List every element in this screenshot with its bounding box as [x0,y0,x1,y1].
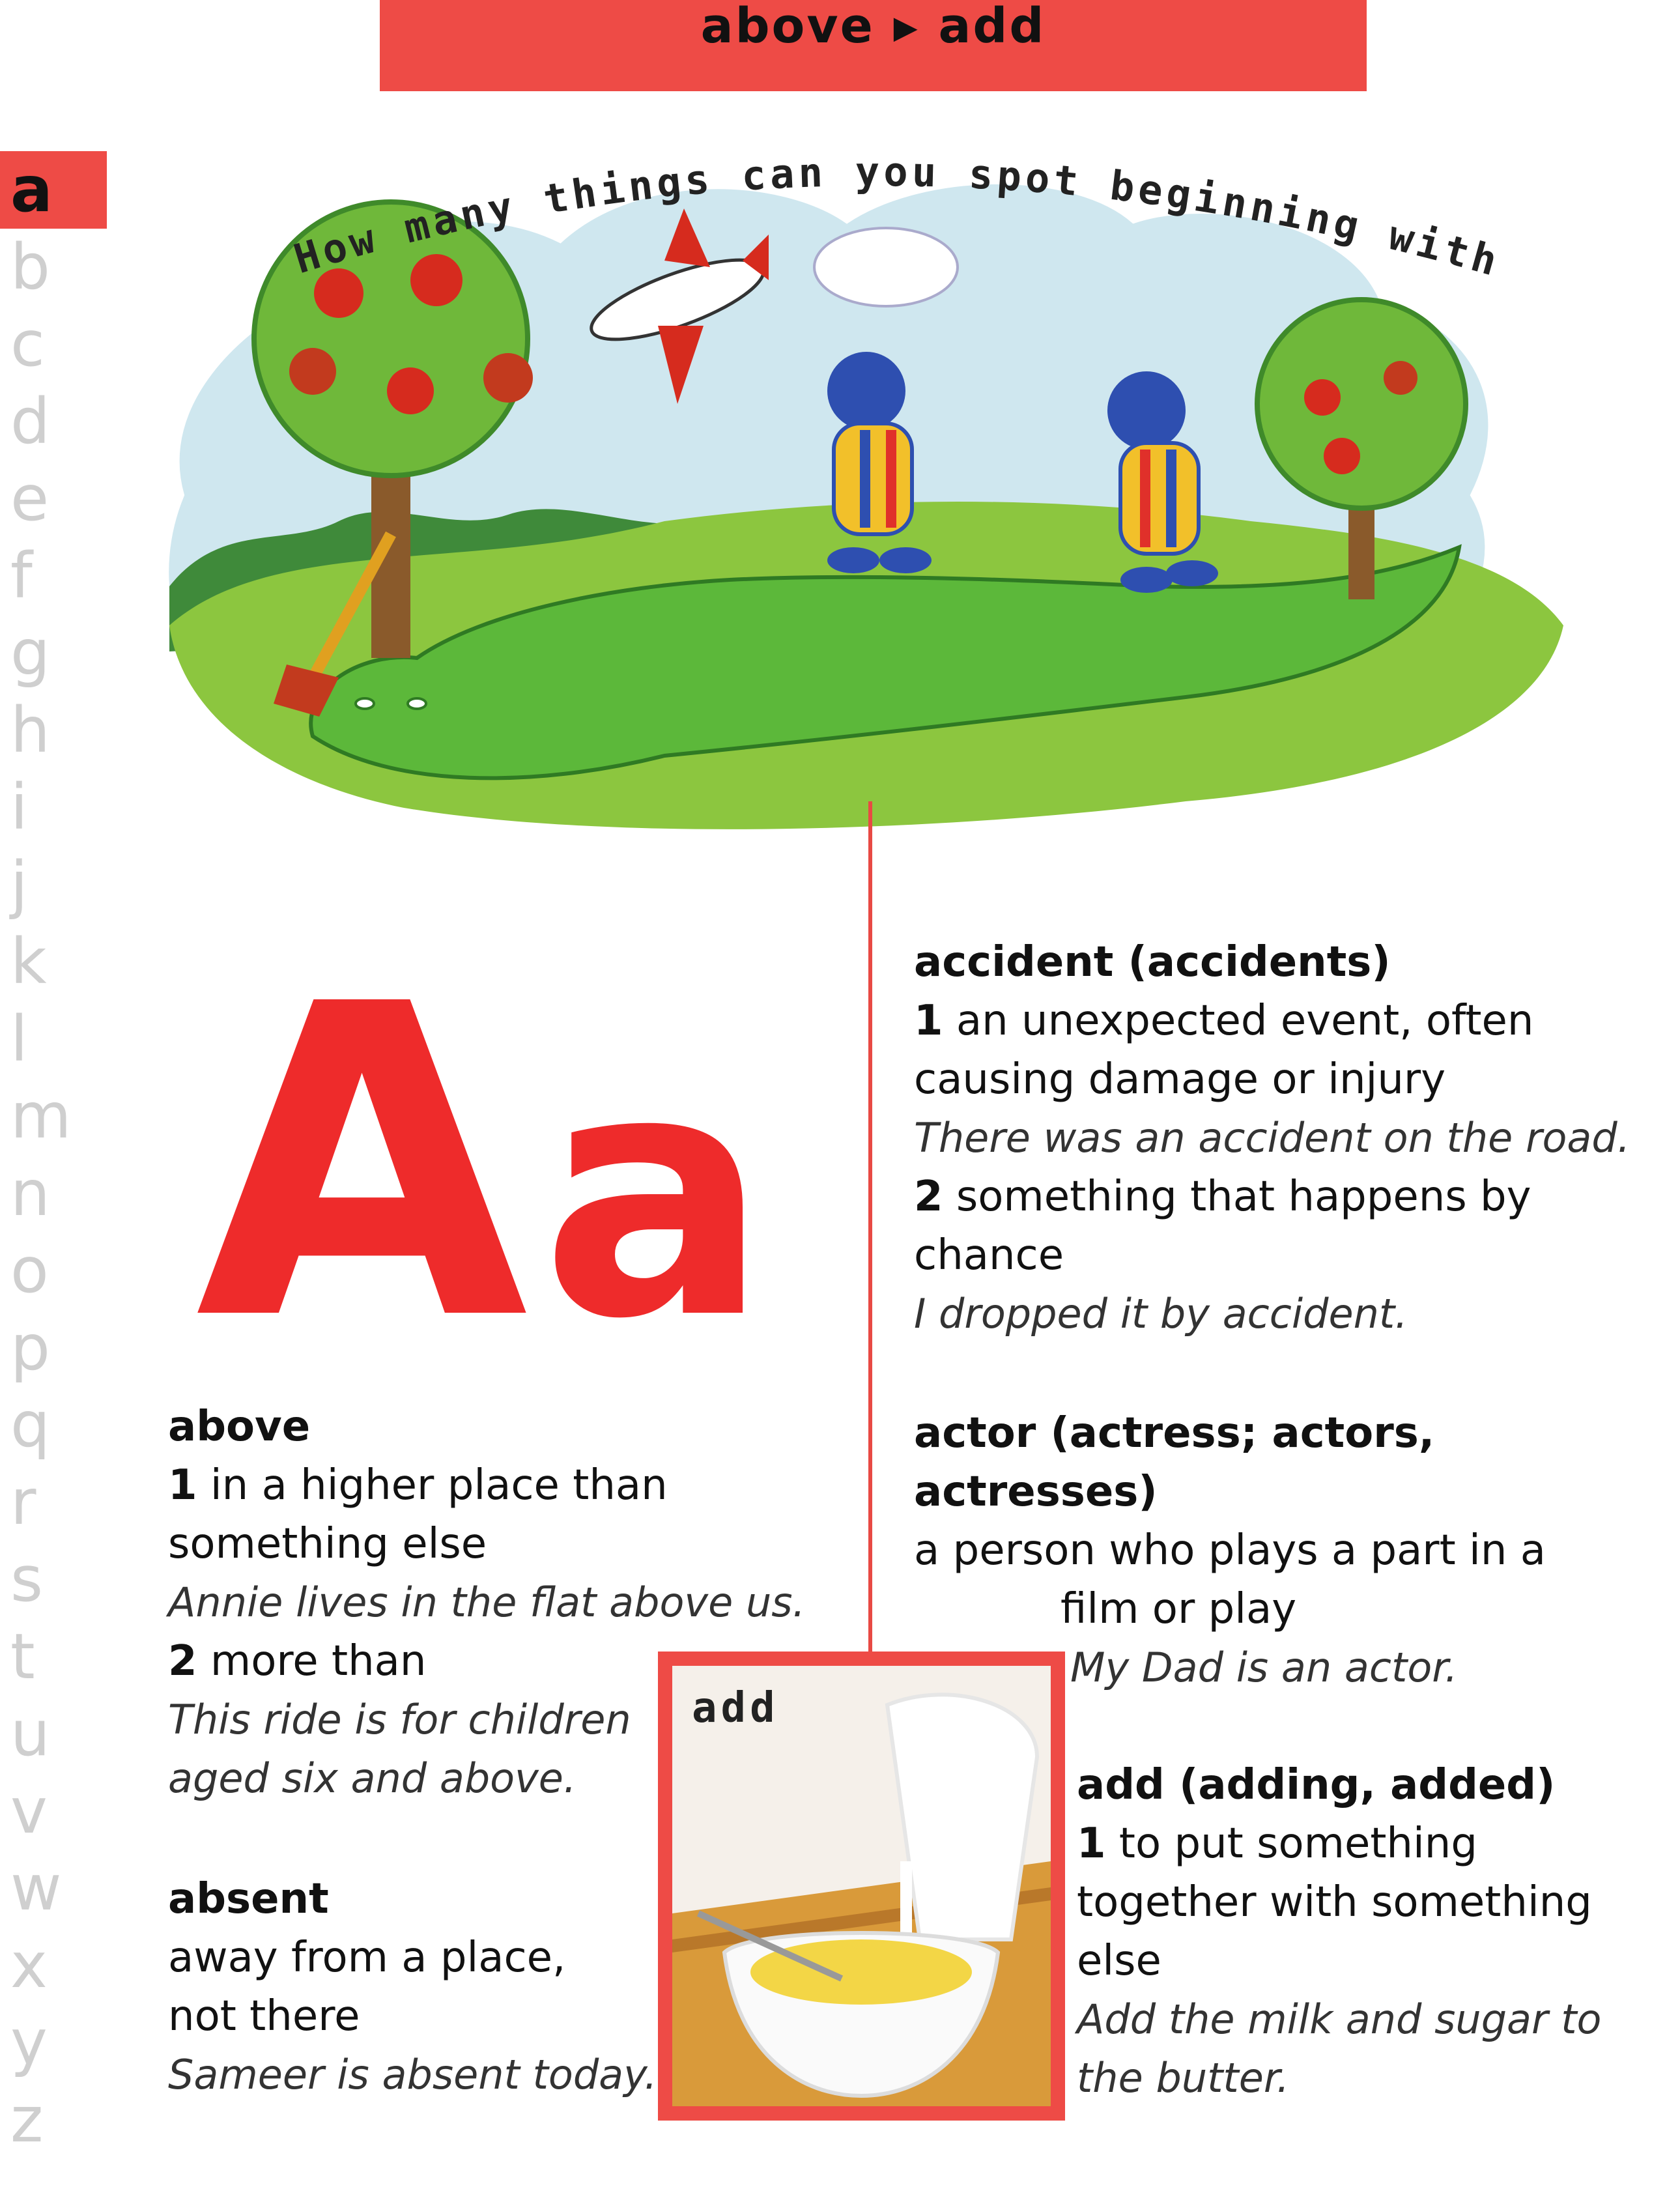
alphabet-tab-d: d [10,384,50,458]
apple [1304,379,1341,416]
headword-actor-line-2: actresses) [914,1468,1158,1516]
big-letter-lower: a [541,998,769,1349]
sense-1-line-2: causing damage or injury [914,1055,1446,1104]
alphabet-tab-g: g [10,616,50,689]
example-sentence: Sameer is absent today. [168,2051,657,2098]
apple [289,348,336,395]
alphabet-tab-v: v [10,1774,48,1848]
sense-number: 1 [1077,1820,1106,1868]
photo-label: add [692,1684,779,1732]
alphabet-tab-s: s [10,1543,44,1616]
header-band [380,0,1367,91]
example-sentence: I dropped it by accident. [914,1290,1408,1337]
sense-text: to put something [1118,1820,1477,1868]
alphabet-tab-p: p [10,1311,50,1384]
alphabet-tab-a: a [0,151,107,229]
sense-2-line-2: chance [914,1231,1064,1280]
alphabet-tab-f: f [10,539,33,612]
example-sentence: There was an accident on the road. [914,1114,1630,1162]
alphabet-tab-x: x [10,1928,48,2002]
column-divider [868,801,872,1655]
sense-number: 2 [914,1173,943,1221]
alphabet-tab-y: y [10,2006,48,2079]
alphabet-tab-m: m [10,1080,72,1152]
sense-1-line-1 [168,1456,819,1515]
alphabet-index [0,151,111,2158]
photo-add [672,1666,1051,2106]
big-letters [176,945,775,1349]
alphabet-tab-w: w [10,1852,62,1924]
example-sentence: Annie lives in the flat above us. [168,1579,806,1626]
sense-1-line-2: together with something [1077,1878,1592,1926]
alphabet-tab-r: r [10,1465,36,1539]
sense-text: an unexpected event, often [956,997,1534,1045]
alphabet-tab-n: n [10,1156,50,1230]
sense-1-line-3: else [1077,1937,1161,1985]
definition-line-2: film or play [1061,1585,1297,1633]
sense-number: 1 [914,997,943,1045]
entry-add [1077,1756,1650,2108]
entry-accident [914,933,1630,1343]
apple [483,353,533,403]
alphabet-tab-i: i [10,771,28,844]
apple [387,367,434,414]
alphabet-tab-c: c [10,307,45,380]
example-sentence: My Dad is an actor. [1070,1644,1458,1691]
alphabet-tab-l: l [10,1002,28,1076]
sense-text: more than [210,1637,427,1685]
alphabet-tab-k: k [10,925,47,998]
photo-frame [658,1652,1065,2121]
headword-above: above [168,1403,311,1451]
definition-line-1: a person who plays a part in a [914,1526,1546,1575]
alphabet-tab-t: t [10,1620,35,1693]
alphabet-tab-q: q [10,1388,50,1461]
alphabet-tab-h: h [10,693,50,767]
example-sentence-line-1: This ride is for children [168,1696,631,1743]
definition-line-1: away from a place, [168,1934,566,1982]
sense-1-line-1 [1077,1814,1650,1873]
headword-absent: absent [168,1875,329,1923]
alphabet-tab-u: u [10,1697,50,1770]
page-running-head: above ▸ add [700,0,1046,54]
apple [1384,361,1417,395]
entry-absent [168,1870,689,2104]
definition-line-2: not there [168,1992,360,2040]
tagline-arc [259,99,1511,332]
alphabet-tab-j: j [10,848,28,921]
sense-number: 2 [168,1637,197,1685]
sense-text: in a higher place than [210,1461,668,1509]
example-sentence-line-2: aged six and above. [168,1754,577,1802]
alphabet-tab-e: e [10,462,50,535]
sense-1-line-2: something else [168,1520,487,1568]
sense-text: something that happens by [956,1173,1531,1221]
sense-2-line-1 [914,1167,1630,1226]
illustration-tagline: How many things can you spot beginning with ‘a’? [259,99,1506,286]
alphabet-tab-o: o [10,1234,49,1307]
big-letter-upper: A [195,945,528,1349]
alphabet-tab-b: b [10,230,50,304]
headword-actor-line-1: actor (actress; actors, [914,1409,1435,1457]
sense-1-line-1 [914,992,1630,1050]
headword-accident: accident (accidents) [914,938,1391,986]
svg-text:How many things can you spot b [259,99,1505,286]
example-sentence-line-1: Add the milk and sugar to [1077,1995,1602,2043]
example-sentence-line-2: the butter. [1077,2054,1290,2102]
sense-number: 1 [168,1461,197,1509]
headword-add: add (adding, added) [1077,1761,1556,1809]
apple [1324,438,1360,474]
alphabet-tab-z: z [10,2083,44,2156]
